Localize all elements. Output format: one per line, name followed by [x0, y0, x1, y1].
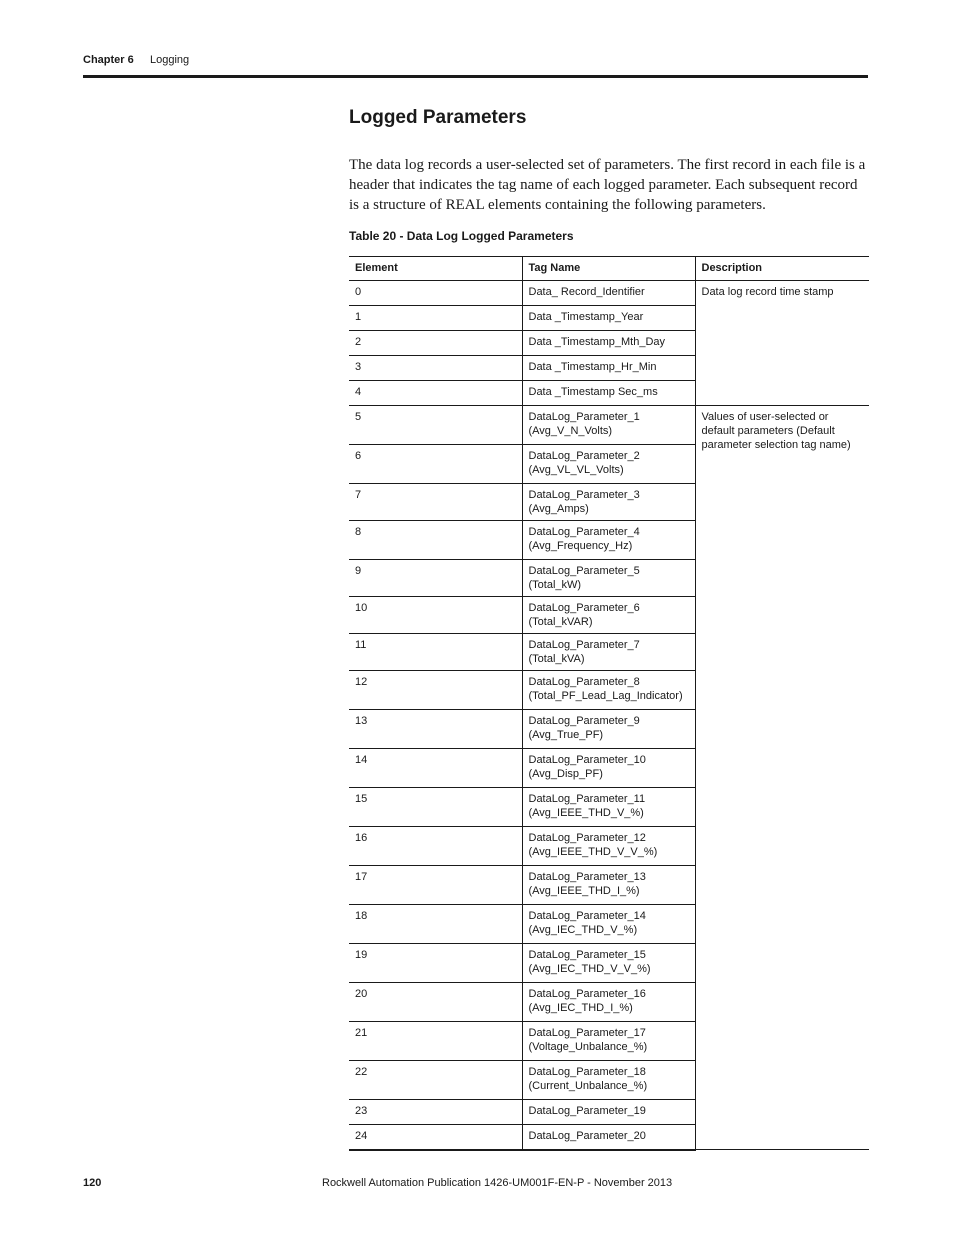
table-body [349, 281, 869, 1150]
chapter-label: Chapter 6 [83, 54, 134, 66]
tag-name-cell: Data_ Record_Identifier [522, 281, 695, 306]
element-cell: 24 [349, 1125, 522, 1150]
tag-name-cell: DataLog_Parameter_10 (Avg_Disp_PF) [522, 749, 695, 788]
table-row [349, 281, 869, 306]
section-title: Logged Parameters [349, 107, 527, 128]
tag-name-cell: DataLog_Parameter_14 (Avg_IEC_THD_V_%) [522, 905, 695, 944]
tag-name-cell: DataLog_Parameter_19 [522, 1100, 695, 1125]
table-header-row [349, 257, 869, 281]
element-cell: 22 [349, 1061, 522, 1100]
tag-name-cell: DataLog_Parameter_4 (Avg_Frequency_Hz) [522, 521, 695, 560]
element-cell: 20 [349, 983, 522, 1022]
chapter-title: Logging [150, 54, 190, 66]
element-cell: 10 [349, 597, 522, 634]
element-cell: 2 [349, 331, 522, 356]
description-cell: Values of user-selected or default parameters (Default parameter selection tag name) [695, 406, 869, 1150]
publication-info: Rockwell Automation Publication 1426-UM001F-EN-P - November 2013 [322, 1177, 673, 1189]
tag-name-cell: DataLog_Parameter_16 (Avg_IEC_THD_I_%) [522, 983, 695, 1022]
tag-name-cell: DataLog_Parameter_11 (Avg_IEEE_THD_V_%) [522, 788, 695, 827]
element-cell: 11 [349, 634, 522, 671]
element-cell: 12 [349, 671, 522, 710]
element-cell: 23 [349, 1100, 522, 1125]
element-cell: 15 [349, 788, 522, 827]
element-cell: 21 [349, 1022, 522, 1061]
page-number: 120 [83, 1177, 102, 1189]
tag-name-cell: DataLog_Parameter_9 (Avg_True_PF) [522, 710, 695, 749]
table-row [349, 406, 869, 445]
element-cell: 6 [349, 445, 522, 484]
tag-name-cell: DataLog_Parameter_17 (Voltage_Unbalance_%) [522, 1022, 695, 1061]
tag-name-cell: Data _Timestamp Sec_ms [522, 381, 695, 406]
element-cell: 19 [349, 944, 522, 983]
element-cell: 17 [349, 866, 522, 905]
element-cell: 13 [349, 710, 522, 749]
intro-paragraph: The data log records a user-selected set of parameters. The first record in each file is a header that indicates the tag name of each logged parameter. Each subsequent record is a structure of REAL elements containing the following parameters. [349, 157, 866, 213]
tag-name-cell: DataLog_Parameter_12 (Avg_IEEE_THD_V_V_%) [522, 827, 695, 866]
tag-name-cell: Data _Timestamp_Year [522, 306, 695, 331]
tag-name-cell: DataLog_Parameter_2 (Avg_VL_VL_Volts) [522, 445, 695, 484]
column-header-element: Element [349, 257, 522, 281]
tag-name-cell: Data _Timestamp_Mth_Day [522, 331, 695, 356]
element-cell: 3 [349, 356, 522, 381]
element-cell: 5 [349, 406, 522, 445]
tag-name-cell: DataLog_Parameter_20 [522, 1125, 695, 1150]
description-cell: Data log record time stamp [695, 281, 869, 406]
element-cell: 4 [349, 381, 522, 406]
tag-name-cell: DataLog_Parameter_7 (Total_kVA) [522, 634, 695, 671]
element-cell: 16 [349, 827, 522, 866]
table-caption: Table 20 - Data Log Logged Parameters [349, 229, 574, 243]
element-cell: 1 [349, 306, 522, 331]
element-cell: 14 [349, 749, 522, 788]
tag-name-cell: DataLog_Parameter_8 (Total_PF_Lead_Lag_Indicator) [522, 671, 695, 710]
tag-name-cell: DataLog_Parameter_15 (Avg_IEC_THD_V_V_%) [522, 944, 695, 983]
tag-name-cell: DataLog_Parameter_18 (Current_Unbalance_%) [522, 1061, 695, 1100]
data-log-parameters-table [349, 256, 869, 1151]
tag-name-cell: Data _Timestamp_Hr_Min [522, 356, 695, 381]
tag-name-cell: DataLog_Parameter_6 (Total_kVAR) [522, 597, 695, 634]
tag-name-cell: DataLog_Parameter_3 (Avg_Amps) [522, 484, 695, 521]
tag-name-cell: DataLog_Parameter_1 (Avg_V_N_Volts) [522, 406, 695, 445]
tag-name-cell: DataLog_Parameter_5 (Total_kW) [522, 560, 695, 597]
running-header [83, 53, 868, 78]
column-header-tag-name: Tag Name [522, 257, 695, 281]
element-cell: 9 [349, 560, 522, 597]
element-cell: 0 [349, 281, 522, 306]
tag-name-cell: DataLog_Parameter_13 (Avg_IEEE_THD_I_%) [522, 866, 695, 905]
element-cell: 7 [349, 484, 522, 521]
element-cell: 8 [349, 521, 522, 560]
element-cell: 18 [349, 905, 522, 944]
column-header-description: Description [695, 257, 869, 281]
